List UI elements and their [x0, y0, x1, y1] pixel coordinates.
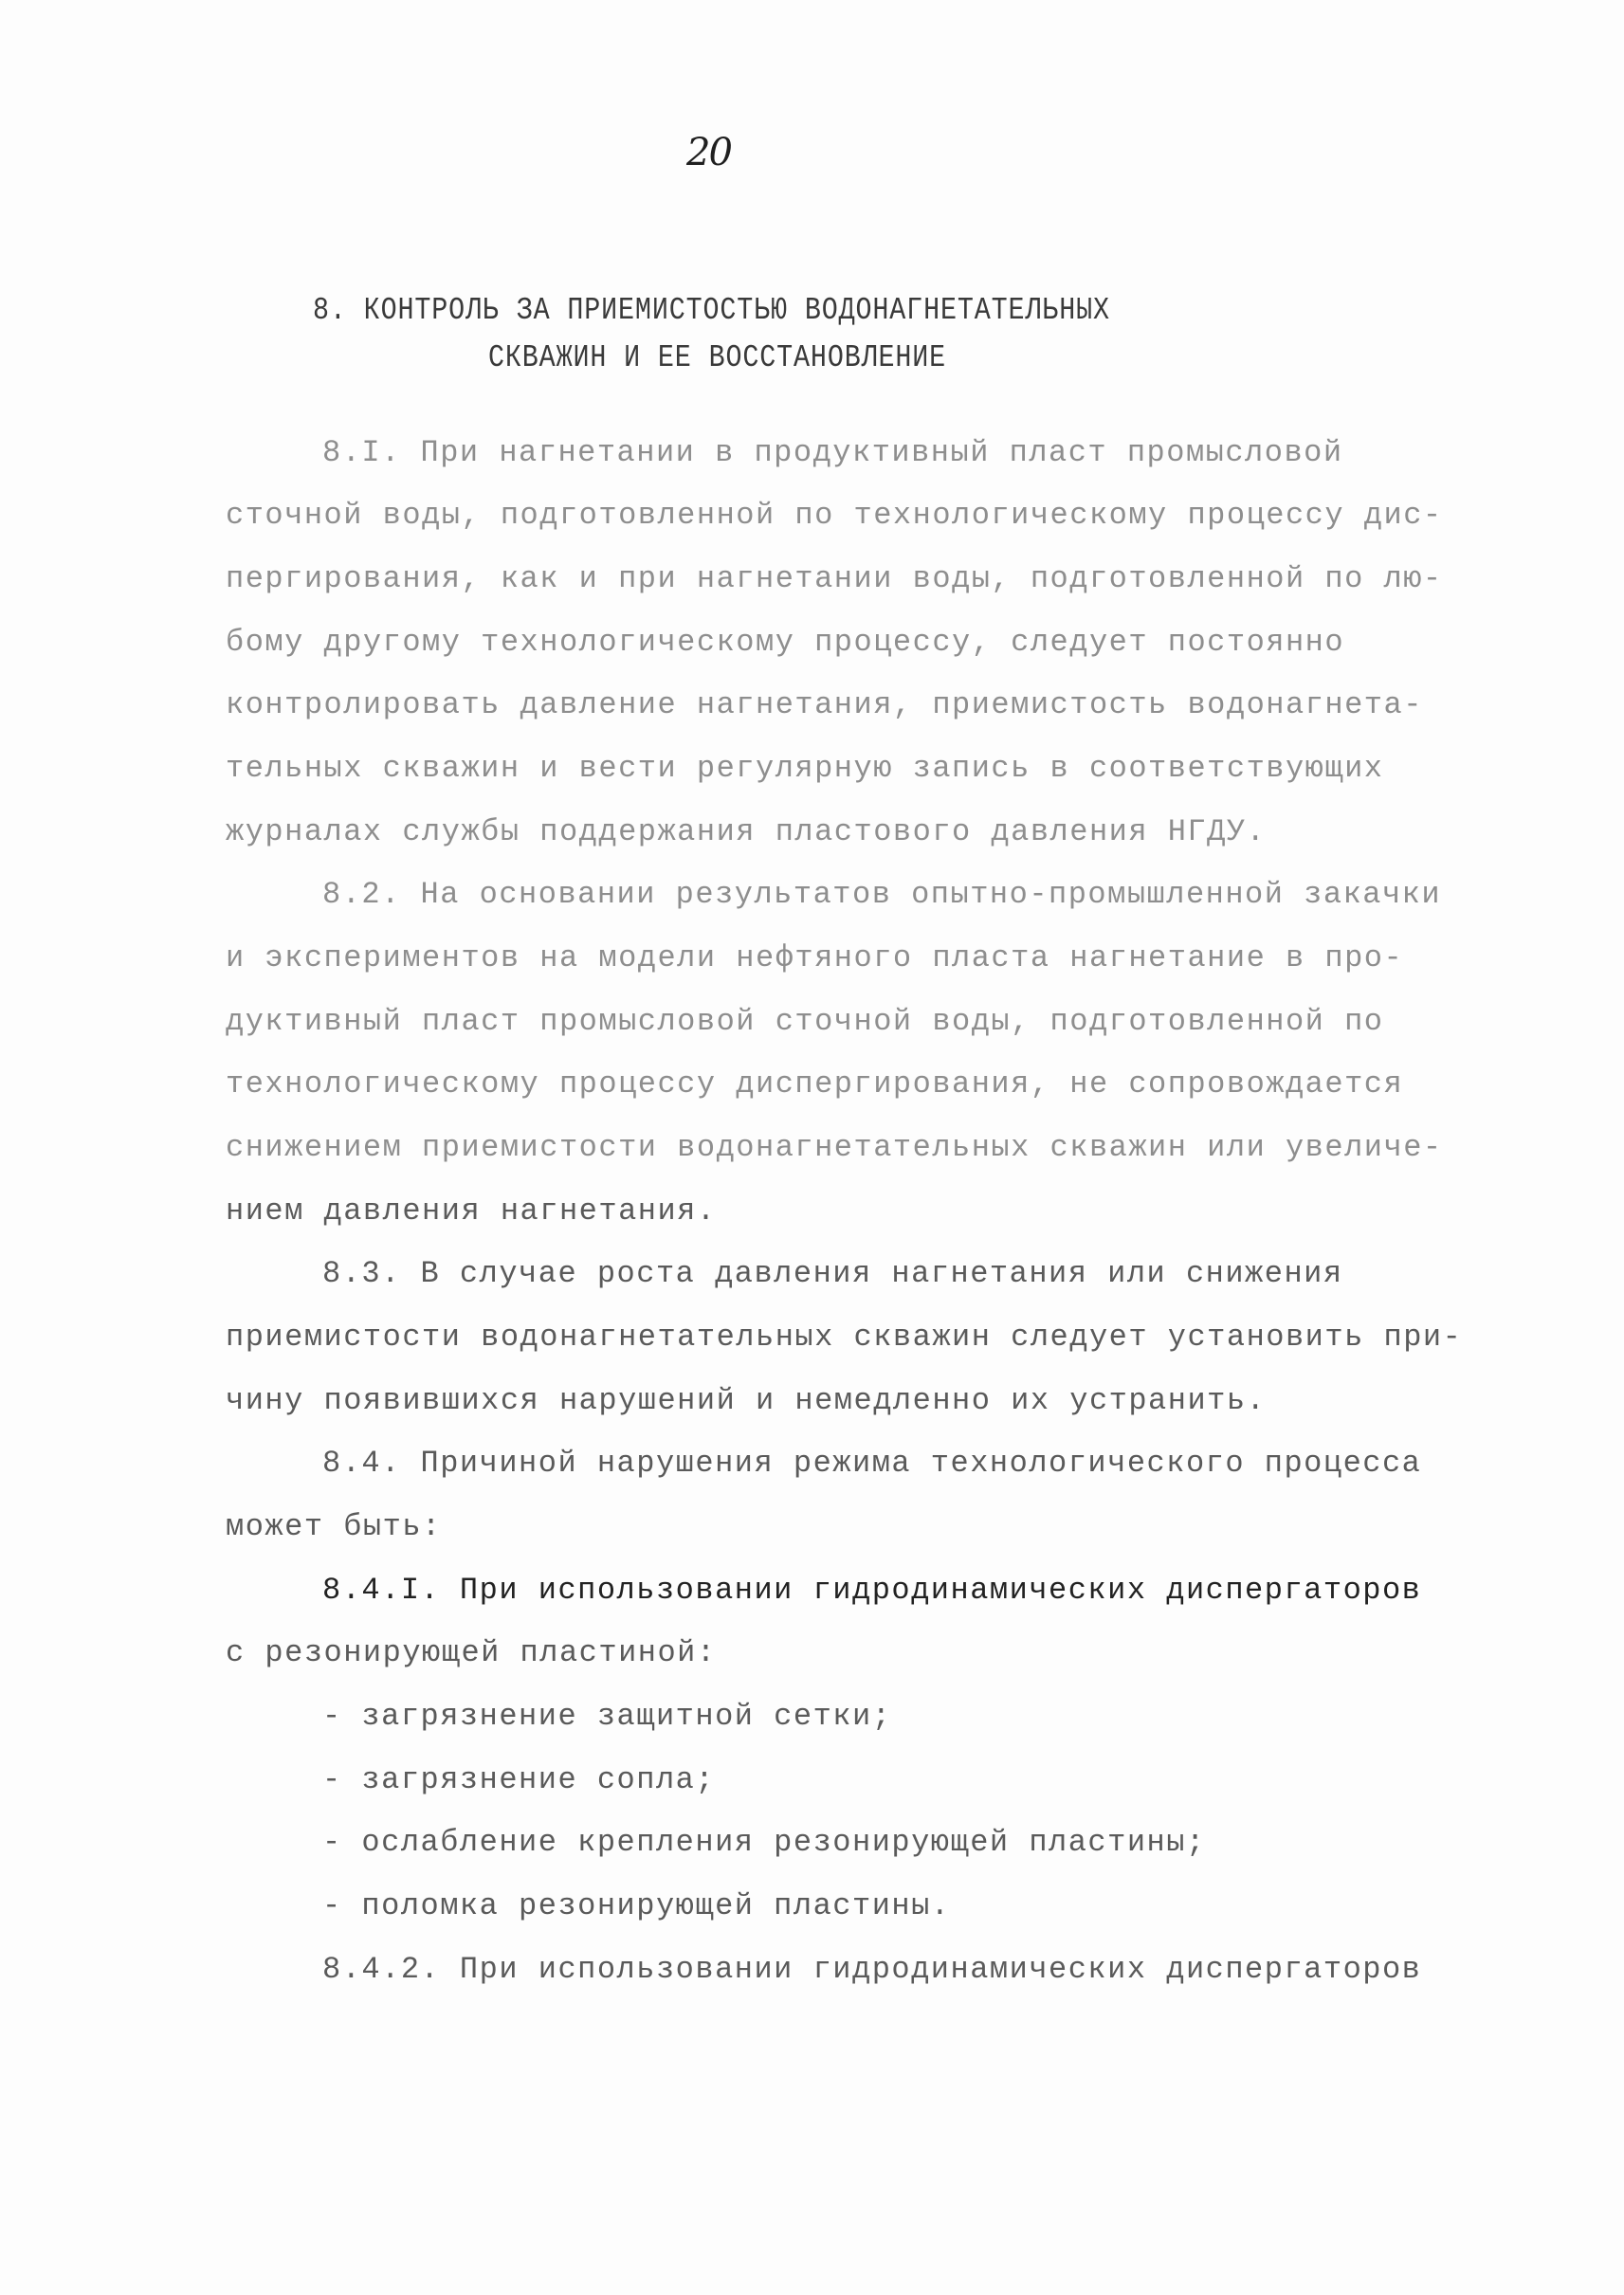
- page-number: 20: [686, 131, 731, 174]
- paragraph-line: журналах службы поддержания пластового давления НГДУ.: [226, 814, 1267, 849]
- list-item: - поломка резонирующей пластины.: [322, 1888, 951, 1923]
- list-item: - загрязнение защитной сетки;: [322, 1699, 892, 1734]
- paragraph-line: снижением приемистости водонагнетательных скважин или увеличе-: [226, 1130, 1443, 1165]
- section-title-line: СКВАЖИН И ЕЕ ВОССТАНОВЛЕНИЕ: [488, 340, 947, 375]
- paragraph-line: сточной воды, подготовленной по технологическому процессу дис-: [226, 498, 1443, 533]
- paragraph-line: 8.4.I. При использовании гидродинамических диспергаторов: [322, 1573, 1422, 1608]
- list-item: - ослабление крепления резонирующей пластины;: [322, 1825, 1206, 1860]
- paragraph-line: приемистости водонагнетательных скважин следует установить при-: [226, 1320, 1463, 1355]
- section-title-line: 8. КОНТРОЛЬ ЗА ПРИЕМИСТОСТЬЮ ВОДОНАГНЕТАТЕЛЬНЫХ: [313, 293, 1110, 328]
- paragraph-line: тельных скважин и вести регулярную запись в соответствующих: [226, 751, 1384, 786]
- list-item: - загрязнение сопла;: [322, 1762, 716, 1797]
- paragraph-line: 8.3. В случае роста давления нагнетания или снижения: [322, 1256, 1343, 1291]
- paragraph-line: контролировать давление нагнетания, приемистость водонагнета-: [226, 687, 1423, 722]
- paragraph-line: бому другому технологическому процессу, следует постоянно: [226, 625, 1345, 660]
- paragraph-line: пергирования, как и при нагнетании воды, подготовленной по лю-: [226, 561, 1443, 596]
- paragraph-line: технологическому процессу диспергирования, не сопровождается: [226, 1066, 1404, 1102]
- paragraph-line: 8.I. При нагнетании в продуктивный пласт промысловой: [322, 435, 1343, 470]
- paragraph-line: 8.4.2. При использовании гидродинамических диспергаторов: [322, 1952, 1422, 1987]
- paragraph-line: и экспериментов на модели нефтяного пласта нагнетание в про-: [226, 940, 1404, 975]
- paragraph-line: 8.4. Причиной нарушения режима технологического процесса: [322, 1446, 1422, 1481]
- paragraph-line: 8.2. На основании результатов опытно-промышленной закачки: [322, 877, 1442, 912]
- paragraph-line: чину появившихся нарушений и немедленно их устранить.: [226, 1383, 1267, 1418]
- paragraph-line: с резонирующей пластиной:: [226, 1635, 717, 1670]
- paragraph-line: нием давления нагнетания.: [226, 1193, 717, 1229]
- paragraph-line: дуктивный пласт промысловой сточной воды, подготовленной по: [226, 1004, 1384, 1039]
- paragraph-line: может быть:: [226, 1509, 442, 1544]
